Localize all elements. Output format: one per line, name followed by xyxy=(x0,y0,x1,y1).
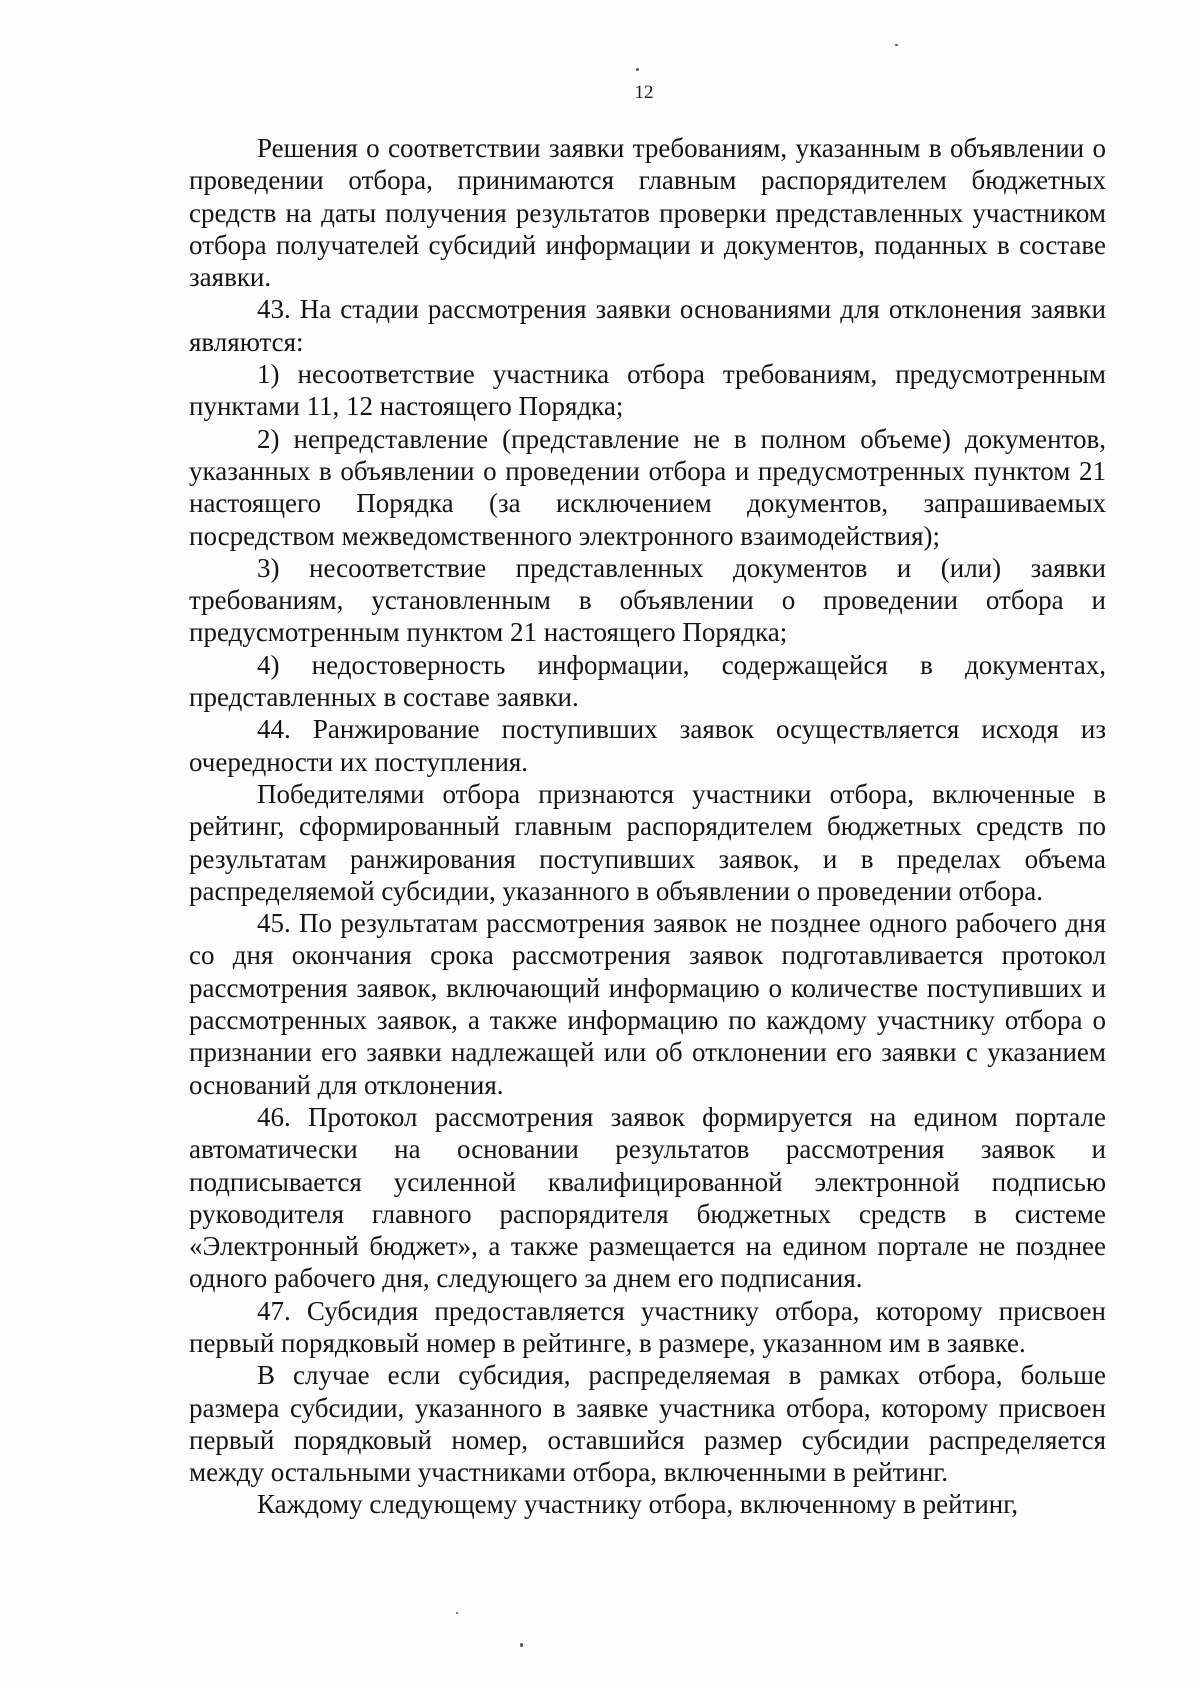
page-number: 12 xyxy=(634,82,654,103)
scan-speck xyxy=(520,1643,523,1647)
paragraph-remaining-subsidy: В случае если субсидия, распределяемая в рамках отбора, больше размера субсидии, указанного в заявке участника отбора, которому присвоен первый порядковый номер, оставшийся размер субсидии распределяется между остальными участниками отбора, включенными в рейтинг. xyxy=(189,1360,1106,1488)
paragraph-next-participant: Каждому следующему участнику отбора, включенному в рейтинг, xyxy=(257,1489,1019,1520)
paragraph-43-item-2: 2) непредставление (представление не в полном объеме) документов, указанных в объявлении о проведении отбора и предусмотренных пунктом 21 настоящего Порядка (за исключением документов, запрашиваемых посредством межведомственного электронного взаимодействия); xyxy=(189,423,1106,551)
paragraph-winners: Победителями отбора признаются участники отбора, включенные в рейтинг, сформированный главным распорядителем бюджетных средств по результатам ранжирования поступивших заявок, и в пределах объема распределяемой субсидии, указанного в объявлении о проведении отбора. xyxy=(189,778,1106,906)
scan-speck xyxy=(895,44,898,46)
paragraph-45: 45. По результатам рассмотрения заявок не позднее одного рабочего дня со дня окончания срока рассмотрения заявок подготавливается протокол рассмотрения заявок, включающий информацию о количестве поступивших и рассмотренных заявок, а также информацию по каждому участнику отбора о признании его заявки надлежащей или об отклонении его заявки с указанием оснований для отклонения. xyxy=(189,908,1106,1100)
paragraph-43-item-4: 4) недостоверность информации, содержащейся в документах, представленных в составе заявки. xyxy=(189,649,1106,713)
paragraph-44: 44. Ранжирование поступивших заявок осуществляется исходя из очередности их поступления. xyxy=(189,714,1106,777)
document-body xyxy=(189,132,1106,1521)
paragraph-43: 43. На стадии рассмотрения заявки основаниями для отклонения заявки являются: xyxy=(189,294,1106,357)
paragraph-47: 47. Субсидия предоставляется участнику отбора, которому присвоен первый порядковый номер в рейтинге, в размере, указанном им в заявке. xyxy=(189,1295,1106,1358)
paragraph-43-item-1: 1) несоответствие участника отбора требованиям, предусмотренным пунктами 11, 12 настоящего Порядка; xyxy=(189,359,1106,422)
scan-speck xyxy=(636,68,639,71)
paragraph-46: 46. Протокол рассмотрения заявок формируется на едином портале автоматически на основании результатов рассмотрения заявок и подписывается усиленной квалифицированной электронной подписью руководителя главного распорядителя бюджетных средств в системе «Электронный бюджет», а также размещается на едином портале не позднее одного рабочего дня, следующего за днем его подписания. xyxy=(189,1101,1106,1294)
scan-speck xyxy=(456,1612,458,1614)
paragraph-decisions: Решения о соответствии заявки требованиям, указанным в объявлении о проведении отбора, принимаются главным распорядителем бюджетных средств на даты получения результатов проверки представленных участником отбора получателей субсидий информации и документов, поданных в составе заявки. xyxy=(189,133,1106,293)
paragraph-43-item-3: 3) несоответствие представленных документов и (или) заявки требованиям, установленным в объявлении о проведении отбора и предусмотренным пунктом 21 настоящего Порядка; xyxy=(189,552,1106,648)
